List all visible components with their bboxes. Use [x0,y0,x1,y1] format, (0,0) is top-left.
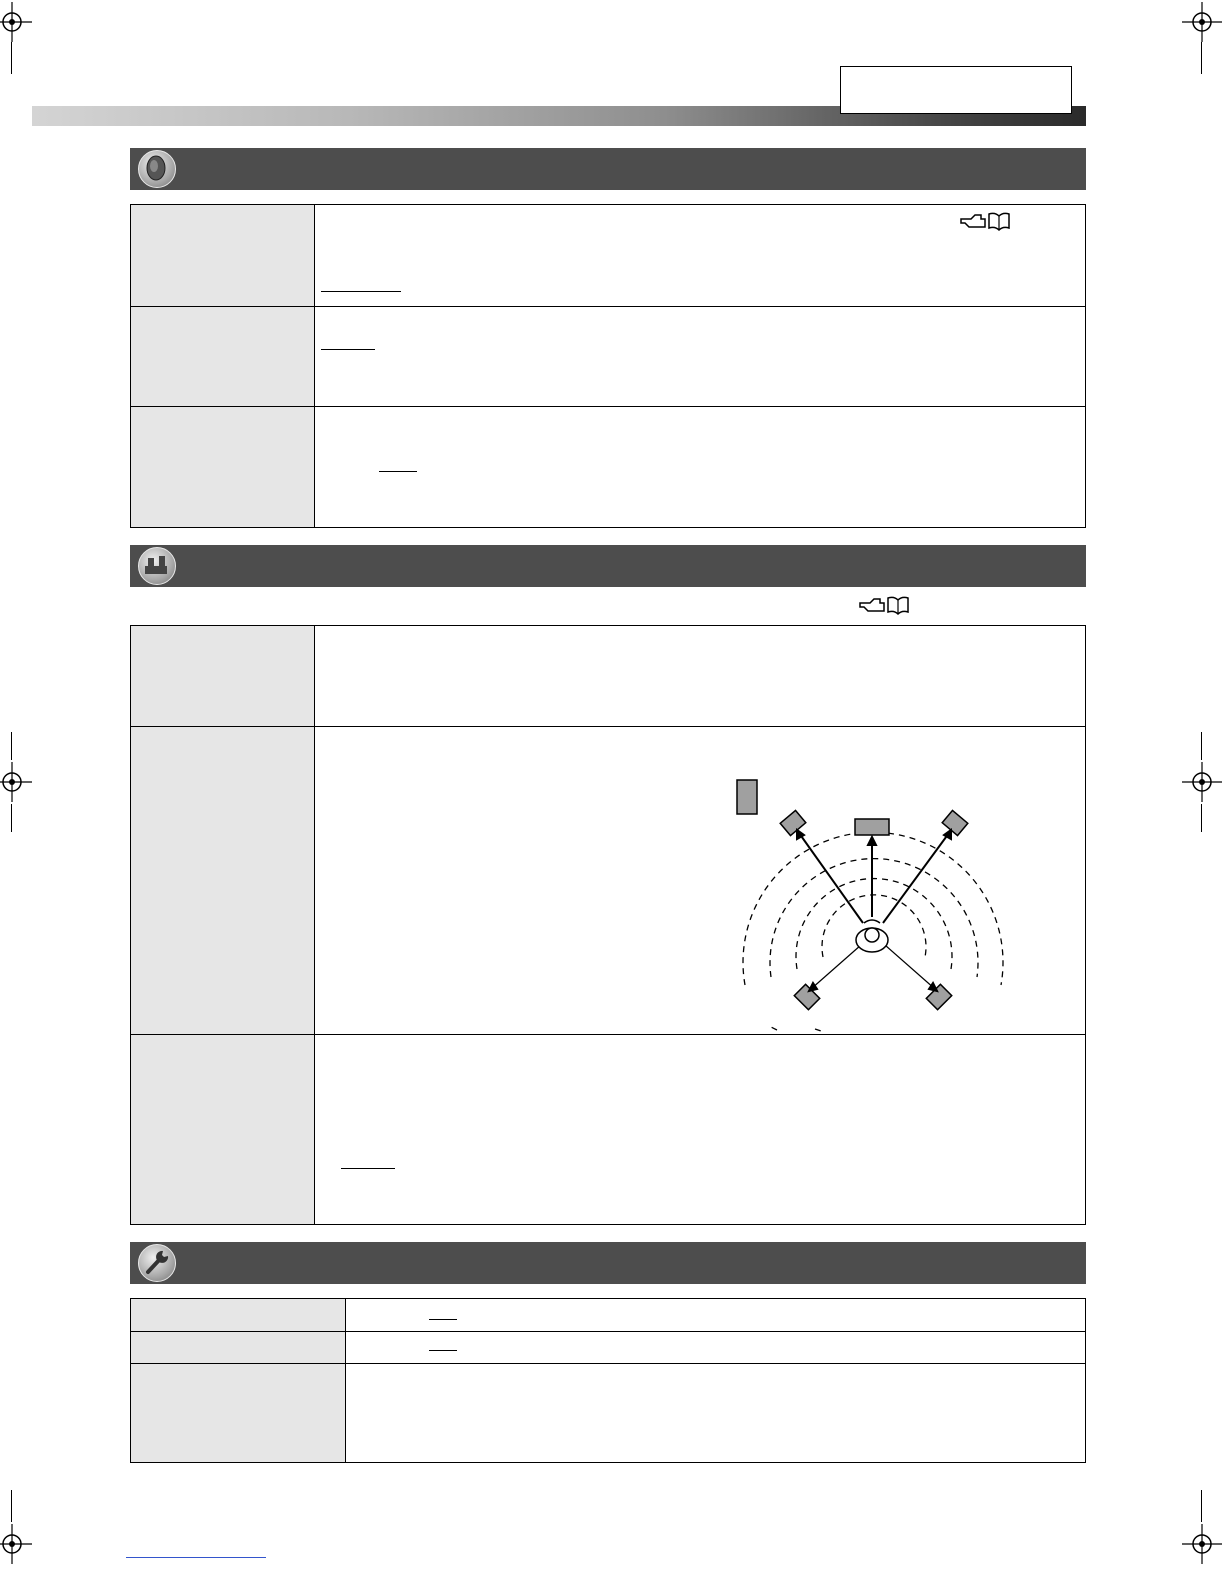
speaker-settings-table [130,625,1086,1225]
speaker-room-icon [138,547,176,585]
speaker-layout-diagram [731,777,1021,1032]
crosshair-registration-icon [1182,1524,1222,1564]
crosshair-registration-icon [0,1524,32,1564]
crosshair-registration-icon [0,762,32,802]
front-left-speaker-box [780,810,806,835]
speaker-cone-icon [138,150,176,188]
subwoofer-box [737,780,757,814]
page-title-box [840,66,1072,114]
row-label-cell [131,1364,346,1462]
table-row [131,406,1085,527]
setup-settings-table [130,1298,1086,1463]
row-label-cell [131,1332,346,1363]
default-value-underline [321,291,401,292]
row-label-cell [131,407,315,527]
table-row [131,726,1085,1034]
default-value-underline [341,1168,395,1169]
crop-line [11,732,12,760]
default-value-underline [321,349,375,350]
listener-icon [856,920,888,952]
crop-line [1201,42,1202,74]
table-row [131,1363,1085,1462]
table-row [131,626,1085,726]
row-label-cell [131,1299,346,1331]
row-label-cell [131,626,315,726]
pointing-hand-book-icon [959,211,1011,231]
center-speaker-box [855,819,889,835]
crop-line [11,1490,12,1522]
crop-line [11,804,12,832]
section-header-setup [130,1242,1086,1284]
section-header-sound [130,148,1086,190]
wrench-icon [138,1244,176,1282]
footer-link-underline [126,1557,266,1558]
sound-settings-table [130,204,1086,528]
default-value-underline [429,1350,457,1351]
row-label-cell [131,727,315,1034]
row-label-cell [131,307,315,406]
crop-line [11,42,12,74]
crop-line [1201,804,1202,832]
crosshair-registration-icon [1182,2,1222,42]
default-value-underline [429,1319,457,1320]
table-row [131,205,1085,306]
default-value-underline [379,471,417,472]
row-label-cell [131,205,315,306]
crop-line [1201,1490,1202,1522]
table-row [131,1034,1085,1224]
table-row [131,1299,1085,1331]
section-header-speaker [130,545,1086,587]
front-right-speaker-box [942,810,968,835]
table-row [131,1331,1085,1363]
crosshair-registration-icon [1182,762,1222,802]
crop-line [1201,732,1202,760]
pointing-hand-book-icon [858,595,910,615]
crosshair-registration-icon [0,2,32,42]
row-label-cell [131,1035,315,1224]
table-row [131,306,1085,406]
